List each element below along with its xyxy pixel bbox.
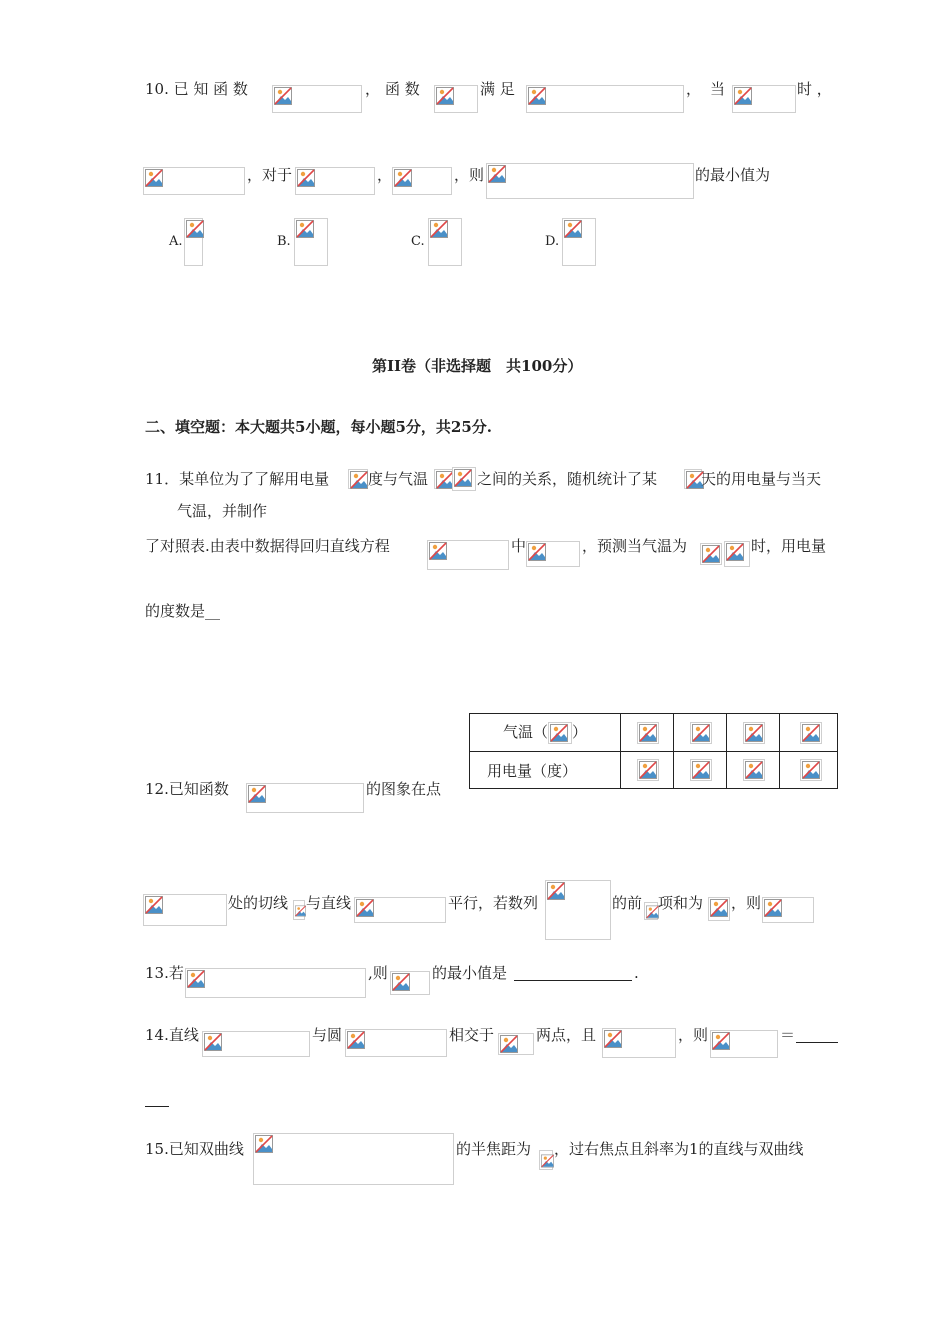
formula-image [690,722,712,744]
formula-image [452,467,476,491]
formula-image [486,163,694,199]
q15-text-1: 15.已知双曲线 [145,1140,244,1158]
q10-text-4: 满 足 [480,80,515,98]
formula-image [498,1033,534,1055]
q12-text-8: ，则 [731,894,762,912]
formula-image [434,469,454,489]
q11-text-9: 时，用电量 [751,537,827,555]
q12-text-1: 12.已知函数 [145,780,229,798]
formula-image [732,85,796,113]
q14-text-4: 两点，且 [536,1026,597,1044]
formula-image [548,722,572,744]
q10-text-8: ，对于 [247,166,293,184]
q10-text-1: 10. 已 知 函 数 [145,80,248,98]
answer-blank[interactable] [514,980,632,981]
formula-image [272,85,362,113]
q12-text-7: 项和为 [658,894,704,912]
q14-text-6: ＝ [780,1026,796,1044]
table-label-power: 用电量（度） [470,752,621,789]
q11-text-2: 度与气温 [368,470,429,488]
formula-image [295,167,375,195]
q12-text-3: 处的切线 [228,894,289,912]
q10-text-6: 当 [710,80,726,98]
formula-image [526,541,580,567]
formula-image [700,543,722,565]
answer-blank[interactable] [796,1042,838,1043]
table-row [470,714,838,752]
table-label-temperature [470,714,621,752]
choice-a-label: A. [169,234,183,249]
formula-image [602,1028,676,1058]
formula-image [202,1031,310,1057]
table-row [470,752,838,789]
formula-image [800,722,822,744]
formula-image [185,968,366,998]
formula-image [684,469,702,489]
q14-text-2: 与圆 [312,1026,343,1044]
formula-image [348,469,368,489]
q12-text-4: 与直线 [306,894,352,912]
table-cell [621,752,674,789]
table-cell [726,752,779,789]
formula-image [762,897,814,923]
choice-a-image [184,218,203,266]
formula-image [253,1133,454,1185]
q11-text-1: 11．某单位为了了解用电量 [145,470,330,488]
q15-text-3: ，过右焦点且斜率为1的直线与双曲线 [554,1140,804,1158]
formula-image [427,540,509,570]
table-label-temperature-text: 气温（ [502,723,548,742]
q11-text-3: 之间的关系，随机统计了某 [477,470,658,488]
q13-text-4: . [634,964,639,982]
q10-text-2: ， [365,80,381,98]
q12-text-6: 的前 [612,894,643,912]
q10-text-7: 时 ， [797,80,832,98]
choice-c-image [428,218,462,266]
choice-b-image [294,218,328,266]
formula-image [246,783,364,813]
q11-text-6: 了对照表.由表中数据得回归直线方程 [145,537,390,555]
q11-text-5: 气温，并制作 [177,502,268,520]
table-cell [779,752,837,789]
table-cell [621,714,674,752]
formula-image [345,1029,447,1057]
formula-image [637,759,659,781]
formula-image [644,902,658,920]
q14-text-3: 相交于 [449,1026,495,1044]
choice-d-label: D. [545,234,560,249]
formula-image [545,880,611,940]
q10-text-11: 的最小值为 [695,166,771,184]
formula-image [293,900,305,920]
q11-text-8: ，预测当气温为 [582,537,688,555]
q14-text-5: ，则 [678,1026,709,1044]
temperature-power-table [469,713,838,789]
table-label-temperature-end: ） [572,723,588,742]
q10-text-5: ， [686,80,702,98]
q10-text-9: ， [377,166,393,184]
formula-image [743,722,765,744]
table-cell [779,714,837,752]
q10-text-10: ，则 [454,166,485,184]
table-cell [726,714,779,752]
section-heading: 二、填空题：本大题共5小题，每小题5分，共25分. [145,418,492,436]
q12-text-5: 平行，若数列 [448,894,539,912]
formula-image [390,971,430,995]
q11-text-10: 的度数是__ [145,602,221,620]
section-title: 第II卷（非选择题 共100分） [372,357,583,375]
formula-image [143,894,227,926]
choice-c-label: C. [411,234,425,249]
q11-text-4: 天的用电量与当天 [701,470,822,488]
q14-text-1: 14.直线 [145,1026,199,1044]
answer-blank-continued [145,1106,169,1107]
table-cell [673,714,726,752]
choice-d-image [562,218,596,266]
table-cell [673,752,726,789]
q15-text-2: 的半焦距为 [456,1140,532,1158]
formula-image [539,1150,553,1170]
formula-image [434,85,478,113]
choice-b-label: B. [277,234,291,249]
q13-text-2: ,则 [368,964,388,982]
formula-image [724,541,750,567]
formula-image [354,897,446,923]
formula-image [392,167,452,195]
formula-image [800,759,822,781]
formula-image [637,722,659,744]
formula-image [690,759,712,781]
formula-image [708,897,730,921]
q13-text-1: 13.若 [145,964,184,982]
q12-text-2: 的图象在点 [366,780,442,798]
q10-text-3: 函 数 [385,80,420,98]
formula-image [143,167,245,195]
q11-text-7: 中 [511,537,527,555]
formula-image [710,1030,778,1058]
formula-image [526,85,684,113]
formula-image [743,759,765,781]
q13-text-3: 的最小值是 [432,964,508,982]
